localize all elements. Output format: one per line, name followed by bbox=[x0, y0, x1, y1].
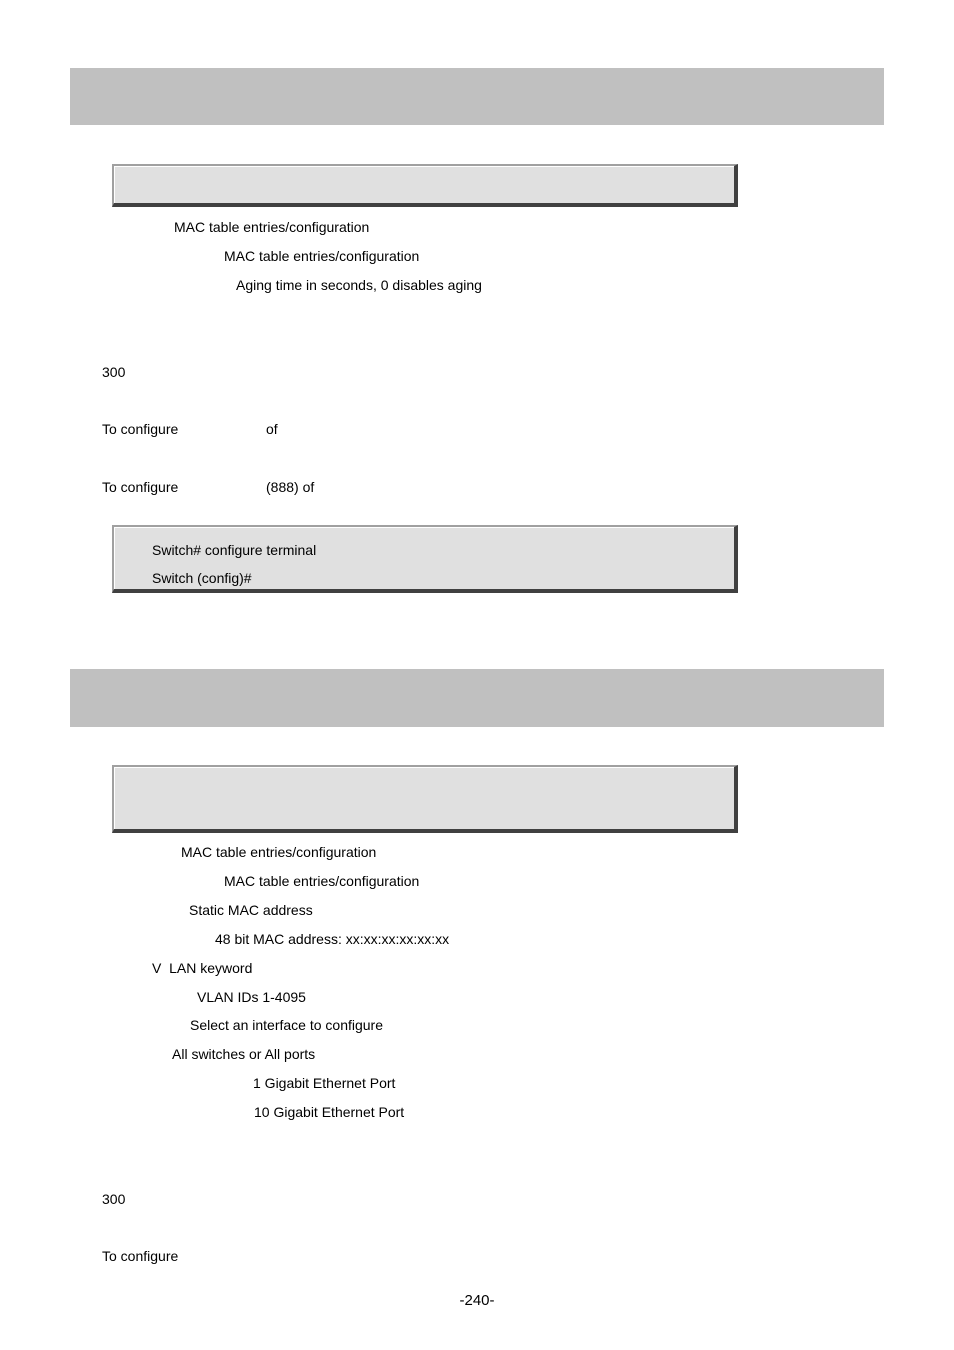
default-value: 300 bbox=[102, 364, 126, 380]
default-value: 300 bbox=[102, 1191, 126, 1207]
syntax-line: Select an interface to configure bbox=[190, 1017, 384, 1033]
syntax-line: VLAN IDs 1-4095 bbox=[197, 989, 306, 1005]
syntax-line: MAC table entries/configuration bbox=[224, 248, 420, 264]
syntax-line: 48 bit MAC address: xx:xx:xx:xx:xx:xx bbox=[215, 931, 450, 947]
syntax-line: Static MAC address bbox=[189, 902, 313, 918]
usage-text: To configure bbox=[102, 479, 179, 495]
usage-text: To configure bbox=[102, 421, 179, 437]
syntax-line: MAC table entries/configuration bbox=[174, 219, 370, 235]
example-line: Switch (config)# bbox=[152, 570, 252, 586]
example-line: Switch# configure terminal bbox=[152, 542, 317, 558]
syntax-line: All switches or All ports bbox=[172, 1046, 316, 1062]
syntax-line: MAC table entries/configuration bbox=[181, 844, 377, 860]
section-header-band-1 bbox=[70, 68, 884, 125]
syntax-line: 10 Gigabit Ethernet Port bbox=[254, 1104, 405, 1120]
usage-text: of bbox=[266, 421, 278, 437]
command-syntax-box-1 bbox=[112, 164, 738, 207]
page-number: -240- bbox=[459, 1292, 495, 1309]
command-syntax-box-2 bbox=[112, 765, 738, 833]
syntax-line: MAC table entries/configuration bbox=[224, 873, 420, 889]
syntax-line: Aging time in seconds, 0 disables aging bbox=[236, 277, 482, 293]
syntax-line: V LAN keyword bbox=[152, 960, 253, 976]
usage-text: (888) of bbox=[266, 479, 315, 495]
section-header-band-2 bbox=[70, 669, 884, 727]
syntax-line: 1 Gigabit Ethernet Port bbox=[253, 1075, 396, 1091]
usage-text: To configure bbox=[102, 1248, 179, 1264]
